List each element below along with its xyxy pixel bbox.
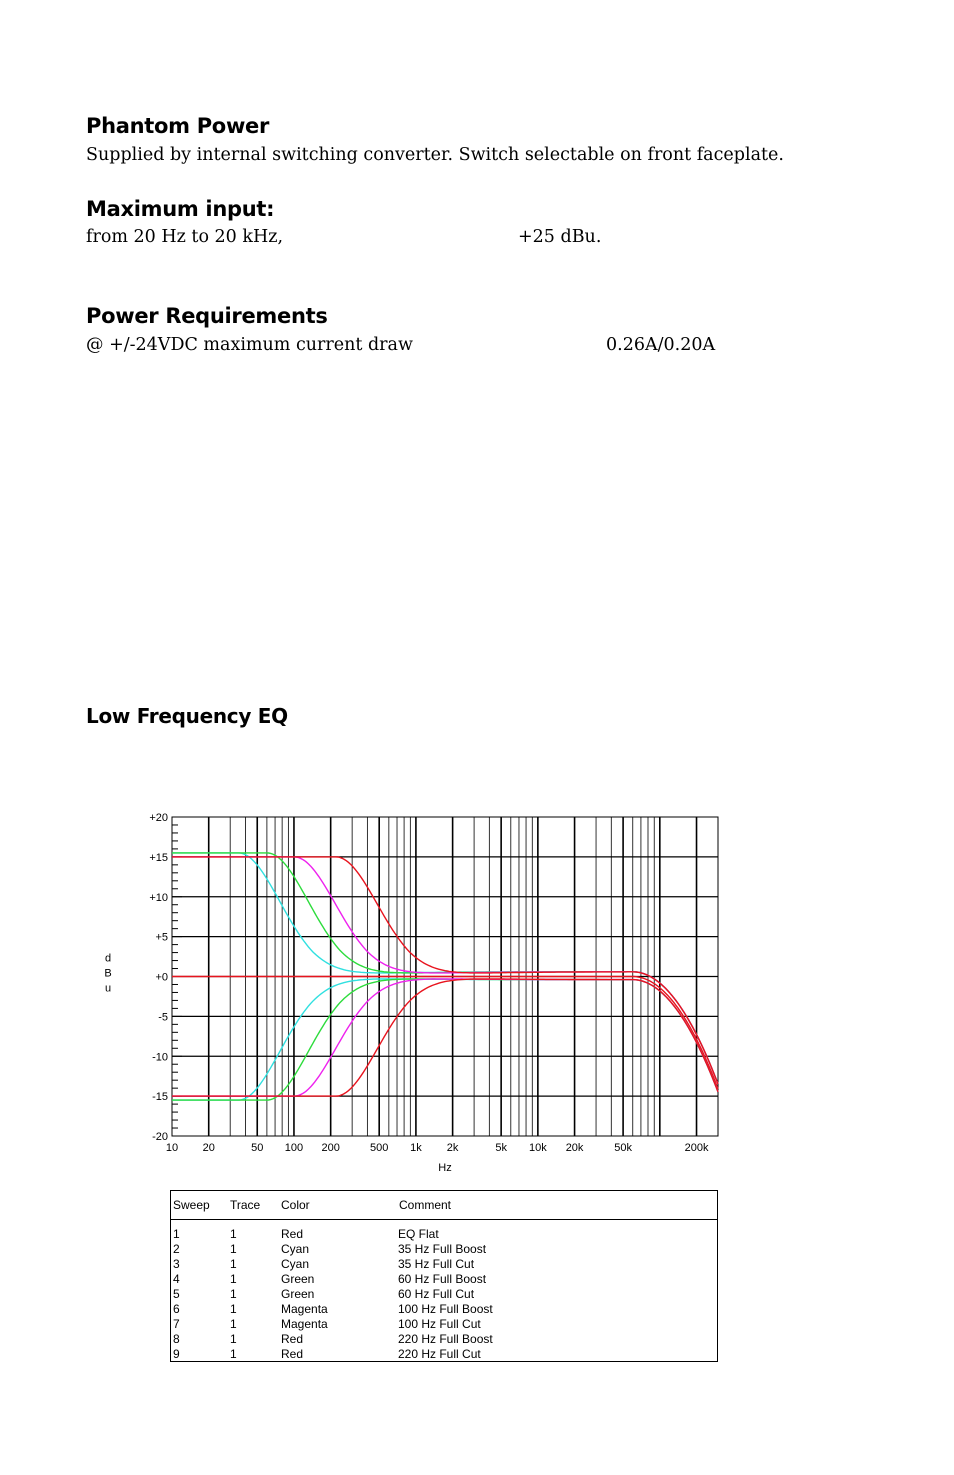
legend-cell-trace: 1 [230,1257,237,1271]
legend-cell-trace: 1 [230,1317,237,1331]
legend-cell-comment: 35 Hz Full Cut [398,1257,475,1271]
power-requirements-label: @ +/-24VDC maximum current draw [86,335,413,355]
legend-cell-sweep: 4 [173,1272,180,1286]
x-tick-label: 10k [528,1142,547,1154]
y-tick-label: -5 [158,1011,168,1024]
legend-cell-comment: 220 Hz Full Boost [398,1332,493,1346]
legend-cell-trace: 1 [230,1347,237,1361]
legend-row [171,1347,717,1362]
legend-cell-color: Red [281,1227,304,1241]
power-requirements-value: 0.26A/0.20A [606,335,716,355]
legend-cell-sweep: 8 [173,1332,180,1346]
x-axis-label: Hz [438,1162,452,1174]
legend-row [171,1227,717,1242]
legend-cell-sweep: 9 [173,1347,180,1361]
y-tick-label: +10 [149,891,168,904]
legend-cell-trace: 1 [230,1227,237,1241]
y-tick-label: -10 [152,1051,168,1064]
legend-cell-sweep: 7 [173,1317,180,1331]
legend-row [171,1317,717,1332]
legend-cell-color: Red [281,1347,304,1361]
x-tick-label: 500 [370,1142,389,1154]
y-tick-label: +20 [149,812,168,824]
legend-cell-color: Green [281,1287,315,1301]
legend-row [171,1287,717,1302]
y-tick-label: -20 [152,1131,168,1143]
legend-cell-trace: 1 [230,1302,237,1316]
legend-cell-comment: 60 Hz Full Boost [398,1272,487,1286]
y-tick-label: +5 [155,931,168,944]
legend-cell-trace: 1 [230,1272,237,1286]
maximum-input-heading: Maximum input: [86,197,275,221]
legend-cell-sweep: 1 [173,1227,180,1241]
legend-cell-comment: 35 Hz Full Boost [398,1242,487,1256]
x-tick-label: 50k [614,1142,632,1154]
phantom-power-text: Supplied by internal switching converter. Switch selectable on front faceplate. [86,145,784,165]
legend-row [171,1332,717,1347]
legend-cell-color: Magenta [281,1302,328,1316]
legend-cell-trace: 1 [230,1332,237,1346]
x-tick-label: 200 [321,1142,340,1154]
legend-row [171,1257,717,1272]
power-requirements-heading: Power Requirements [86,304,328,328]
x-tick-label: 2k [446,1142,459,1154]
legend-cell-trace: 1 [230,1242,237,1256]
legend-header [171,1191,717,1220]
x-tick-label: 10 [165,1142,179,1154]
legend-cell-sweep: 5 [173,1287,180,1301]
y-tick-label: -15 [152,1091,168,1104]
y-tick-label: +0 [155,971,168,984]
legend-header-comment: Comment [399,1198,452,1212]
legend-cell-trace: 1 [230,1287,237,1301]
y-axis-label: d B u [104,952,112,995]
low-frequency-eq-heading: Low Frequency EQ [86,704,288,728]
legend-cell-comment: 100 Hz Full Boost [398,1302,493,1316]
legend-row [171,1302,717,1317]
x-tick-label: 1k [410,1142,422,1154]
legend-cell-comment: 60 Hz Full Cut [398,1287,475,1301]
phantom-power-heading: Phantom Power [86,114,270,138]
legend-cell-color: Red [281,1332,304,1346]
legend-cell-sweep: 6 [173,1302,180,1316]
x-tick-label: 20 [202,1142,215,1154]
sweep-legend-table [170,1190,718,1362]
legend-cell-sweep: 2 [173,1242,180,1256]
legend-row [171,1242,717,1257]
x-tick-label: 200k [684,1142,709,1154]
x-tick-label: 50 [251,1142,264,1154]
legend-header-sweep: Sweep [173,1198,210,1212]
legend-cell-color: Cyan [281,1242,310,1256]
legend-cell-color: Cyan [281,1257,310,1271]
legend-cell-comment: 100 Hz Full Cut [398,1317,481,1331]
maximum-input-value: +25 dBu. [518,227,602,247]
y-tick-label: +15 [149,851,168,864]
legend-cell-color: Green [281,1272,315,1286]
legend-header-color: Color [281,1198,310,1212]
legend-cell-comment: EQ Flat [398,1227,439,1241]
x-tick-label: 5k [495,1142,507,1154]
legend-row [171,1272,717,1287]
maximum-input-label: from 20 Hz to 20 kHz, [86,227,284,247]
x-tick-label: 100 [284,1142,304,1154]
legend-cell-color: Magenta [281,1317,328,1331]
legend-cell-comment: 220 Hz Full Cut [398,1347,481,1361]
x-tick-label: 20k [565,1142,584,1154]
legend-cell-sweep: 3 [173,1257,180,1271]
low-frequency-eq-chart [80,800,740,1180]
legend-header-trace: Trace [230,1198,261,1212]
